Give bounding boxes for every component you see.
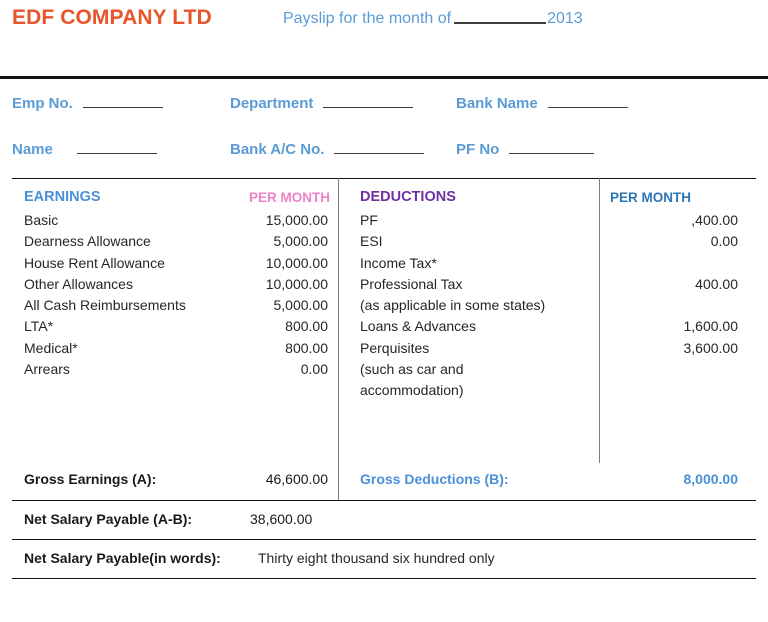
net-salary-value: 38,600.00	[250, 511, 313, 527]
header-divider	[0, 76, 768, 79]
net-salary-words-row	[0, 550, 768, 580]
document-header	[0, 0, 768, 76]
table-row	[0, 361, 768, 382]
field-name	[12, 141, 157, 158]
field-bank-name-input[interactable]	[548, 95, 628, 108]
table-row	[0, 382, 768, 403]
earning-value: 10,000.00	[265, 254, 328, 271]
earning-value: 5,000.00	[273, 233, 328, 250]
payslip-title	[283, 9, 583, 28]
field-bank-name-label: Bank Name	[456, 95, 538, 112]
deduction-label: Perquisites	[360, 339, 430, 356]
company-name: EDF COMPANY LTD	[12, 6, 212, 29]
deduction-label: Professional Tax	[360, 275, 463, 292]
deduction-value: ,400.00	[691, 212, 738, 228]
gross-totals-row	[0, 471, 768, 501]
field-bank-name	[456, 95, 628, 112]
earning-value: 800.00	[285, 318, 328, 335]
table-row	[0, 404, 768, 425]
gross-deductions-label: Gross Deductions (B):	[360, 471, 509, 487]
earning-label: House Rent Allowance	[24, 254, 165, 271]
employee-details	[0, 95, 768, 187]
column-header-deductions: DEDUCTIONS	[360, 189, 456, 205]
salary-table-rows	[0, 212, 768, 425]
earning-label: LTA*	[24, 318, 54, 335]
earning-label: Dearness Allowance	[24, 233, 151, 250]
field-name-label: Name	[12, 141, 53, 158]
field-bank-ac-no-input[interactable]	[334, 141, 424, 154]
earning-value: 800.00	[285, 339, 328, 356]
net-salary-label: Net Salary Payable (A-B):	[24, 511, 193, 527]
field-name-input[interactable]	[77, 141, 157, 154]
deduction-value: 0.00	[710, 233, 738, 250]
field-department-input[interactable]	[323, 95, 413, 108]
column-header-earnings: EARNINGS	[24, 189, 101, 205]
divider-bottom	[12, 578, 756, 579]
field-emp-no-input[interactable]	[83, 95, 163, 108]
divider-above-net-words	[12, 539, 756, 540]
gross-earnings-label: Gross Earnings (A):	[24, 471, 157, 487]
payslip-month-blank[interactable]	[454, 9, 546, 24]
net-salary-words-label: Net Salary Payable(in words):	[24, 550, 221, 566]
net-salary-row	[0, 511, 768, 541]
table-row	[0, 340, 768, 361]
field-bank-ac-no	[230, 141, 424, 158]
earning-label: Basic	[24, 212, 59, 228]
deduction-label: Loans & Advances	[360, 318, 476, 335]
table-row	[0, 318, 768, 339]
table-row	[0, 255, 768, 276]
earning-label: Other Allowances	[24, 275, 133, 292]
column-header-deductions-per-month: PER MONTH	[610, 190, 691, 205]
earning-value: 5,000.00	[273, 297, 328, 314]
field-bank-ac-no-label: Bank A/C No.	[230, 141, 325, 158]
field-emp-no-label: Emp No.	[12, 95, 73, 112]
deduction-label: (as applicable in some states)	[360, 297, 546, 314]
earning-label: All Cash Reimbursements	[24, 297, 186, 314]
earning-value: 10,000.00	[265, 275, 328, 292]
deduction-label: PF	[360, 212, 378, 228]
deduction-label: ESI	[360, 233, 383, 250]
deduction-label: accommodation)	[360, 382, 464, 399]
payslip-title-text: Payslip for the month of	[283, 10, 452, 27]
table-row	[0, 297, 768, 318]
divider-above-net-salary	[12, 500, 756, 501]
net-salary-words-value: Thirty eight thousand six hundred only	[258, 550, 495, 566]
gross-deductions-value: 8,000.00	[683, 471, 738, 487]
employee-details-row-1	[0, 95, 768, 141]
earning-value: 0.00	[300, 361, 328, 378]
field-pf-no	[456, 141, 594, 158]
field-pf-no-input[interactable]	[509, 141, 594, 154]
deduction-value: 1,600.00	[683, 318, 738, 335]
table-row	[0, 233, 768, 254]
field-department-label: Department	[230, 95, 314, 112]
table-row	[0, 212, 768, 233]
field-department	[230, 95, 413, 112]
table-row	[0, 276, 768, 297]
deduction-label: Income Tax*	[360, 254, 437, 271]
gross-earnings-value: 46,600.00	[265, 471, 328, 487]
deduction-value: 400.00	[695, 275, 738, 292]
field-emp-no	[12, 95, 163, 112]
deduction-label: (such as car and	[360, 361, 464, 378]
earning-label: Arrears	[24, 361, 70, 378]
earning-label: Medical*	[24, 339, 78, 356]
earning-value: 15,000.00	[265, 212, 328, 228]
column-header-earnings-per-month: PER MONTH	[249, 190, 330, 205]
deduction-value: 3,600.00	[683, 339, 738, 356]
field-pf-no-label: PF No	[456, 141, 500, 158]
payslip-year: 2013	[547, 10, 583, 27]
